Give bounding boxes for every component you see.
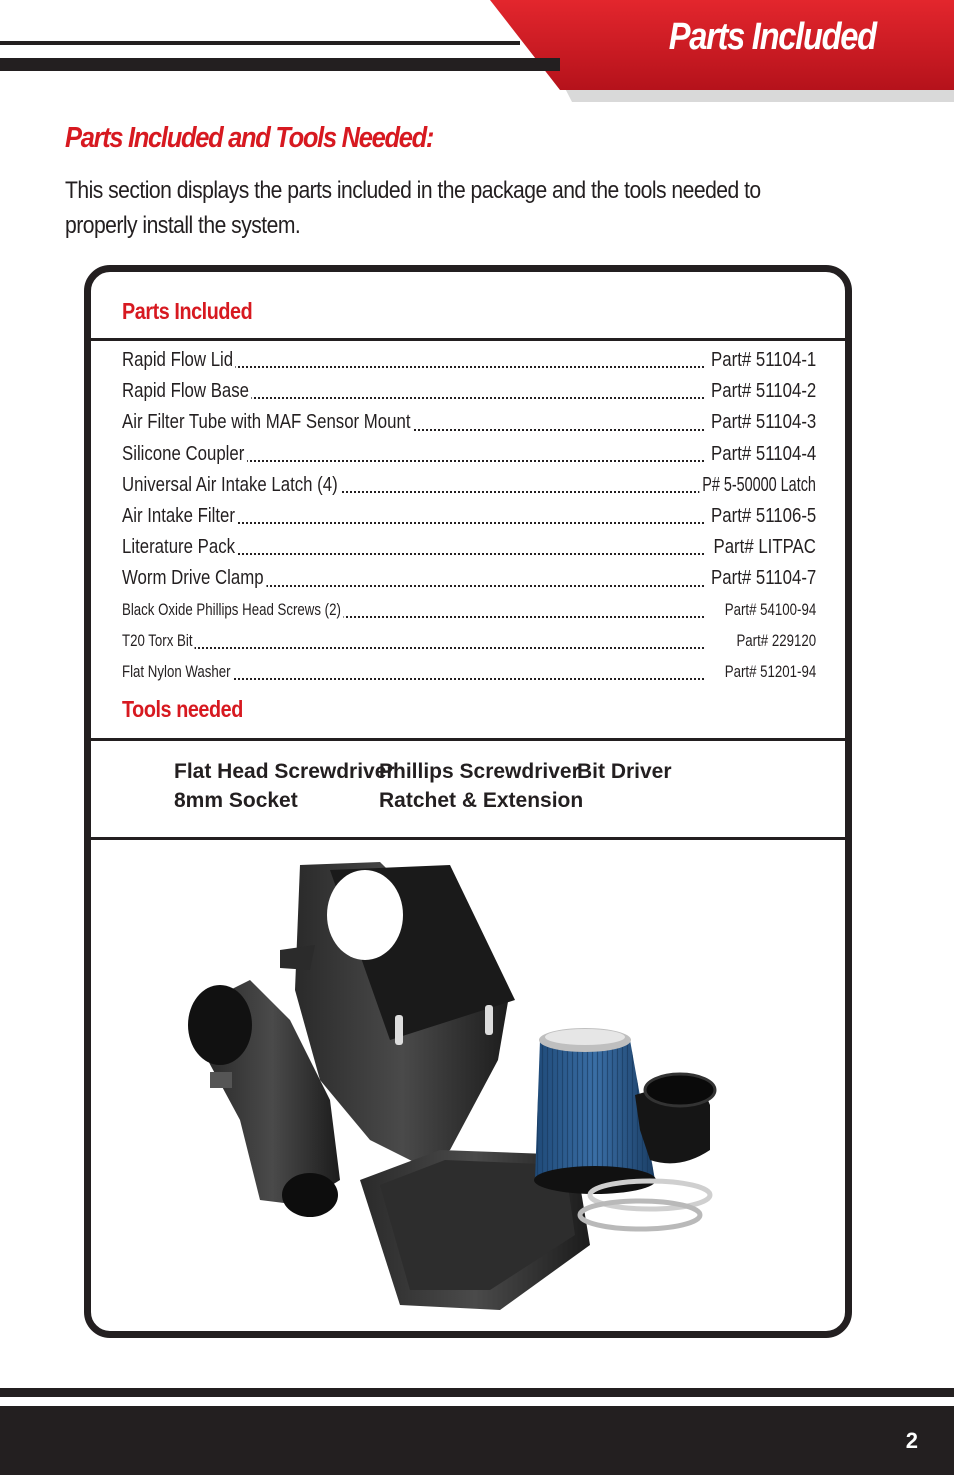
list-item: Rapid Flow Base Part# 51104-2 xyxy=(122,380,816,403)
list-item: Rapid Flow Lid Part# 51104-1 xyxy=(122,349,816,372)
list-item: Air Intake Filter Part# 51106-5 xyxy=(122,505,816,528)
product-photo xyxy=(180,850,720,1330)
silicone-coupler xyxy=(635,1074,715,1163)
list-item: Universal Air Intake Latch (4) P# 5-50000 Latch xyxy=(122,473,816,496)
tool-item: 8mm Socket xyxy=(174,788,298,812)
section-title: Parts Included and Tools Needed: xyxy=(65,122,434,154)
footer-bar xyxy=(0,1406,954,1475)
tools-list xyxy=(174,757,734,815)
parts-included-heading: Parts Included xyxy=(122,298,253,324)
header-rule-thin xyxy=(0,41,520,45)
worm-drive-clamp xyxy=(580,1181,710,1229)
tools-needed-heading: Tools needed xyxy=(122,696,243,722)
list-item: Silicone Coupler Part# 51104-4 xyxy=(122,442,816,465)
list-item: Literature Pack Part# LITPAC xyxy=(122,536,816,559)
tool-item: Ratchet & Extension xyxy=(379,788,584,812)
divider xyxy=(91,338,848,341)
divider xyxy=(91,738,848,741)
header-rule-thick xyxy=(0,58,560,71)
parts-list xyxy=(122,345,816,688)
section-description: This section displays the parts included in the package and the tools needed to properly install the system. xyxy=(65,177,761,239)
header-title: Parts Included xyxy=(668,16,876,58)
tool-item: Bit Driver xyxy=(577,759,672,783)
page-number: 2 xyxy=(905,1428,918,1453)
footer-rule xyxy=(0,1388,954,1397)
tool-item: Flat Head Screwdriver xyxy=(174,759,395,783)
list-item: Black Oxide Phillips Head Screws (2) Part# 54100-94 xyxy=(122,600,816,620)
list-item: Air Filter Tube with MAF Sensor Mount Part# 51104-3 xyxy=(122,411,816,434)
list-item: Flat Nylon Washer Part# 51201-94 xyxy=(122,662,816,682)
list-item: Worm Drive Clamp Part# 51104-7 xyxy=(122,567,816,590)
list-item: T20 Torx Bit Part# 229120 xyxy=(122,631,816,651)
tool-item: Phillips Screwdriver xyxy=(379,759,580,783)
divider xyxy=(91,837,848,840)
